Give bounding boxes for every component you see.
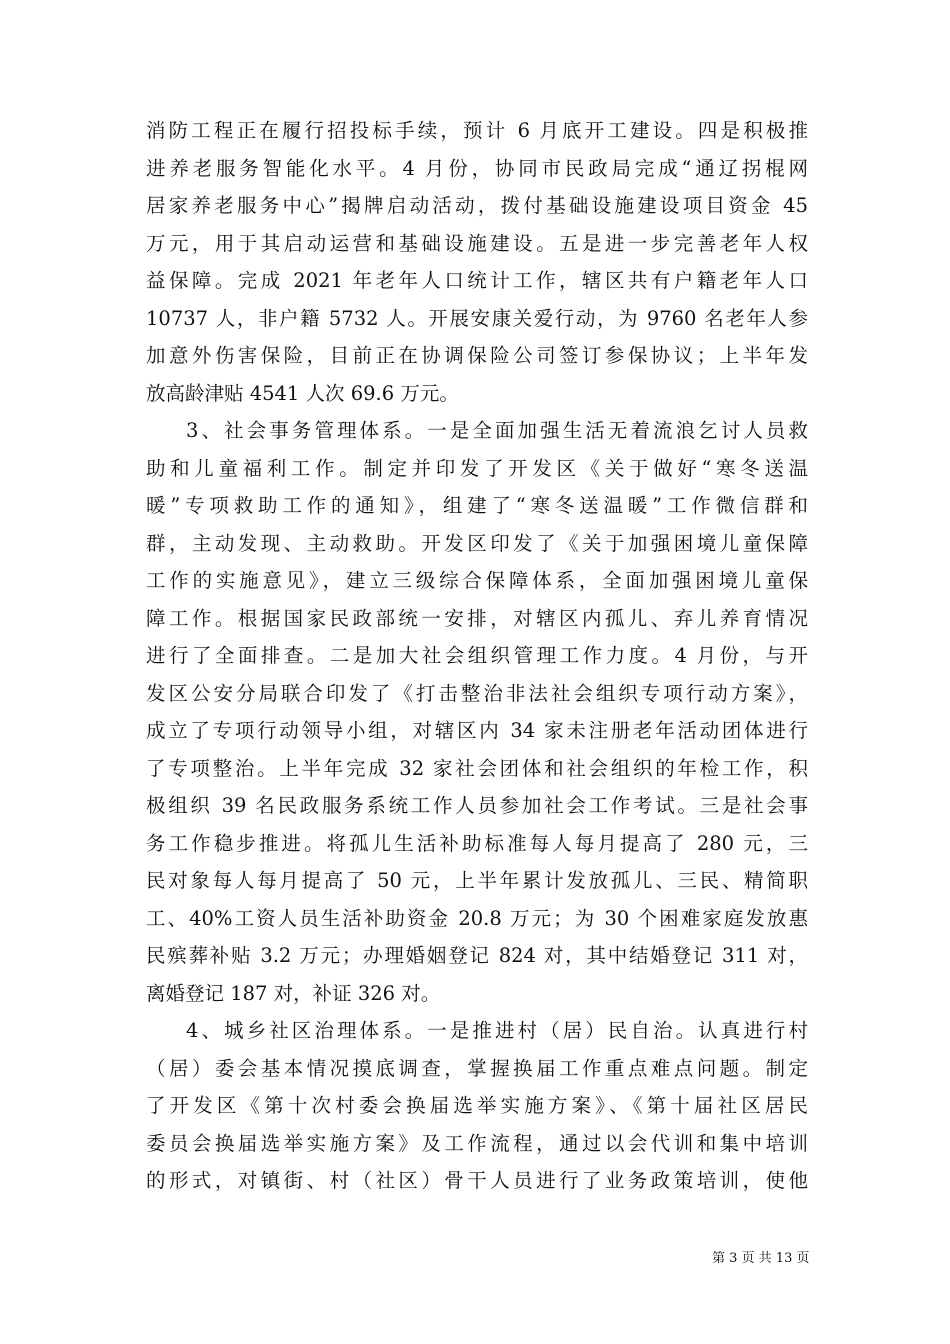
text-line: （居）委会基本情况摸底调查，掌握换届工作重点难点问题。制定 [146, 1056, 808, 1080]
text-line: 工、40%工资人员生活补助资金 20.8 万元；为 30 个困难家庭发放惠 [146, 906, 808, 930]
text-line: 成立了专项行动领导小组，对辖区内 34 家未注册老年活动团体进行 [146, 719, 808, 742]
text-line: 的形式，对镇街、村（社区）骨干人员进行了业务政策培训，使他 [146, 1169, 808, 1192]
text-line: 群，主动发现、主动救助。开发区印发了《关于加强困境儿童保障 [146, 531, 808, 555]
text-line: 极组织 39 名民政服务系统工作人员参加社会工作考试。三是社会事 [146, 794, 808, 817]
text-line: 万元，用于其启动运营和基础设施建设。五是进一步完善老年人权 [146, 231, 808, 255]
text-line: 3、社会事务管理体系。一是全面加强生活无着流浪乞讨人员救 [186, 419, 808, 442]
text-line: 民对象每人每月提高了 50 元，上半年累计发放孤儿、三民、精简职 [146, 869, 808, 892]
text-line: 助和儿童福利工作。制定并印发了开发区《关于做好“寒冬送温 [146, 456, 808, 480]
text-line: 了专项整治。上半年完成 32 家社会团体和社会组织的年检工作，积 [146, 756, 808, 780]
text-line: 障工作。根据国家民政部统一安排，对辖区内孤儿、弃儿养育情况 [146, 606, 808, 630]
text-line: 居家养老服务中心”揭牌启动活动，拨付基础设施建设项目资金 45 [146, 194, 808, 217]
text-line: 务工作稳步推进。将孤儿生活补助标准每人每月提高了 280 元，三 [146, 831, 808, 855]
text-line: 离婚登记 187 对，补证 326 对。 [146, 981, 441, 1005]
text-line: 工作的实施意见》，建立三级综合保障体系，全面加强困境儿童保 [146, 569, 808, 592]
text-line: 加意外伤害保险，目前正在协调保险公司签订参保协议；上半年发 [146, 344, 808, 367]
text-line: 民殡葬补贴 3.2 万元；办理婚姻登记 824 对，其中结婚登记 311 对， [146, 944, 808, 967]
text-line: 放高龄津贴 4541 人次 69.6 万元。 [146, 381, 459, 405]
text-line: 发区公安分局联合印发了《打击整治非法社会组织专项行动方案》， [146, 681, 808, 705]
text-line: 进养老服务智能化水平。4 月份，协同市民政局完成“通辽拐棍网 [146, 156, 808, 180]
page-number: 第 3 页 共 13 页 [712, 1251, 810, 1266]
text-line: 进行了全面排查。二是加大社会组织管理工作力度。4 月份，与开 [146, 644, 808, 667]
text-line: 消防工程正在履行招投标手续，预计 6 月底开工建设。四是积极推 [146, 119, 808, 142]
text-line: 了开发区《第十次村委会换届选举实施方案》、《第十届社区居民 [146, 1094, 808, 1117]
text-line: 委员会换届选举实施方案》及工作流程，通过以会代训和集中培训 [146, 1131, 808, 1155]
document-body [146, 112, 808, 1200]
text-line: 10737 人，非户籍 5732 人。开展安康关爱行动，为 9760 名老年人参 [146, 306, 808, 330]
text-line: 暖”专项救助工作的通知》，组建了“寒冬送温暖”工作微信群和 [146, 494, 808, 517]
text-line: 益保障。完成 2021 年老年人口统计工作，辖区共有户籍老年人口 [146, 269, 808, 292]
text-line: 4、城乡社区治理体系。一是推进村（居）民自治。认真进行村 [186, 1019, 808, 1042]
